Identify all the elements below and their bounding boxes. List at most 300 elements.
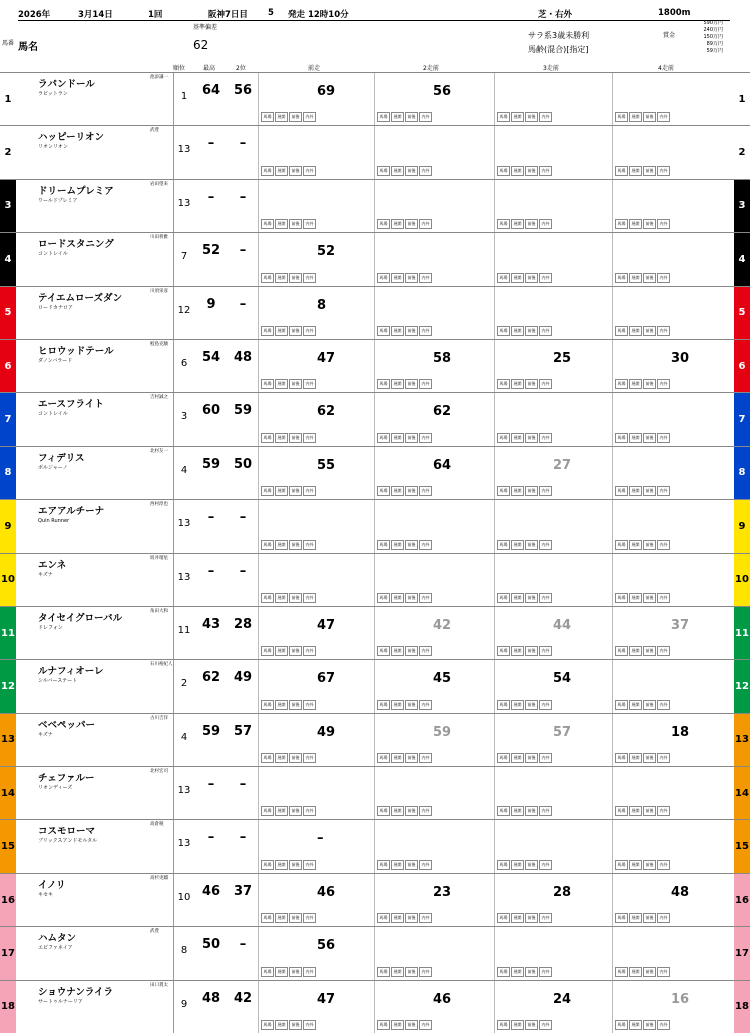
post-number-left: 2 (0, 126, 16, 178)
jockey-name: 高倉稜 (150, 822, 164, 828)
past-race-1[interactable] (258, 767, 377, 819)
box-label: 馬場 (497, 166, 510, 176)
horse-row[interactable] (0, 926, 750, 979)
past-race-1[interactable] (258, 874, 377, 926)
box-label: 内外 (303, 700, 316, 710)
box-label: 前後 (643, 913, 656, 923)
box-label: 馬場 (261, 860, 274, 870)
condition-boxes (377, 967, 433, 977)
box-label: 馬場 (377, 379, 390, 389)
box-label: 内外 (419, 486, 432, 496)
best-index: – (207, 777, 215, 793)
past-race-4[interactable] (612, 340, 731, 392)
past-race-3[interactable] (494, 874, 613, 926)
past-race-1[interactable] (258, 981, 377, 1033)
horse-row[interactable] (0, 553, 750, 606)
past-race-2[interactable] (374, 393, 493, 445)
box-label: 展開 (391, 593, 404, 603)
distance: 1800m (658, 8, 691, 18)
box-label: 展開 (275, 112, 288, 122)
box-label: 内外 (419, 646, 432, 656)
horse-name[interactable]: エースフライト (38, 399, 104, 411)
horse-name[interactable]: ルナフィオーレ (38, 666, 104, 678)
box-label: 展開 (391, 166, 404, 176)
past-race-1[interactable] (258, 393, 377, 445)
past-race-4[interactable] (612, 607, 731, 659)
box-label: 馬場 (261, 540, 274, 550)
box-label: 馬場 (377, 967, 390, 977)
box-label: 馬場 (261, 433, 274, 443)
horse-name[interactable]: コスモローマ (38, 826, 96, 838)
box-label: 前後 (643, 326, 656, 336)
past-race-3[interactable] (494, 981, 613, 1033)
box-label: 展開 (511, 326, 524, 336)
horse-name[interactable]: ベベペッパー (38, 719, 96, 731)
past-race-3[interactable] (494, 340, 613, 392)
past-race-1[interactable] (258, 340, 377, 392)
post-number-left: 17 (0, 927, 16, 979)
box-label: 馬場 (497, 967, 510, 977)
past-race-4[interactable] (612, 233, 731, 285)
past-race-1[interactable] (258, 927, 377, 979)
past-race-1[interactable] (258, 714, 377, 766)
box-label: 内外 (539, 540, 552, 550)
box-label: 内外 (539, 860, 552, 870)
box-label: 前後 (289, 326, 302, 336)
past-race-2[interactable] (374, 180, 493, 232)
box-label: 展開 (511, 593, 524, 603)
best-index: – (207, 830, 215, 846)
condition-boxes (261, 913, 317, 923)
horse-rows (0, 72, 750, 1033)
condition-boxes (615, 1020, 671, 1030)
box-label: 展開 (629, 540, 642, 550)
second-index: 42 (233, 990, 253, 1006)
box-label: 馬場 (497, 433, 510, 443)
condition-boxes (615, 433, 671, 443)
condition-boxes (497, 540, 553, 550)
post-number-right: 5 (734, 287, 750, 339)
horse-name[interactable]: ショウナンライラ (38, 986, 114, 998)
past-race-1[interactable] (258, 500, 377, 552)
box-label: 前後 (525, 112, 538, 122)
horse-row[interactable] (0, 873, 750, 926)
past-race-2[interactable] (374, 820, 493, 872)
race-index: 58 (433, 350, 452, 366)
box-label: 馬場 (261, 646, 274, 656)
jockey-name: 川須栄彦 (150, 288, 168, 294)
past-race-4[interactable] (612, 287, 731, 339)
past-race-2[interactable] (374, 340, 493, 392)
box-label: 内外 (303, 326, 316, 336)
box-label: 展開 (629, 913, 642, 923)
past-race-3[interactable] (494, 233, 613, 285)
box-label: 展開 (275, 1020, 288, 1030)
box-label: 内外 (419, 433, 432, 443)
second-index: – (239, 777, 247, 793)
post-number-left: 7 (0, 393, 16, 445)
col-4prev: 4走前 (658, 65, 674, 72)
horse-name[interactable]: タイセイグローバル (38, 612, 123, 624)
horse-row[interactable] (0, 766, 750, 819)
rank: 7 (180, 251, 188, 263)
past-race-2[interactable] (374, 233, 493, 285)
box-label: 馬場 (261, 326, 274, 336)
box-label: 展開 (511, 166, 524, 176)
race-index: 56 (433, 84, 452, 99)
box-label: 内外 (657, 967, 670, 977)
rank: 3 (180, 411, 188, 423)
past-race-2[interactable] (374, 767, 493, 819)
horse-row[interactable] (0, 179, 750, 232)
venue: 阪神7日目 (208, 10, 248, 20)
box-label: 内外 (657, 112, 670, 122)
past-race-2[interactable] (374, 607, 493, 659)
box-label: 前後 (643, 540, 656, 550)
past-race-1[interactable] (258, 180, 377, 232)
condition-boxes (377, 860, 433, 870)
race-index: 62 (317, 404, 336, 420)
past-race-3[interactable] (494, 287, 613, 339)
horse-row[interactable] (0, 713, 750, 766)
box-label: 内外 (303, 967, 316, 977)
box-label: 前後 (643, 166, 656, 176)
box-label: 馬場 (261, 112, 274, 122)
condition-boxes (615, 593, 671, 603)
box-label: 展開 (275, 753, 288, 763)
rank: 11 (177, 624, 191, 636)
col-3prev: 3走前 (543, 65, 559, 72)
box-label: 馬場 (615, 700, 628, 710)
box-label: 内外 (303, 273, 316, 283)
box-label: 前後 (525, 326, 538, 336)
box-label: 前後 (405, 593, 418, 603)
horse-row[interactable] (0, 72, 750, 125)
past-race-2[interactable] (374, 287, 493, 339)
condition-boxes (261, 166, 317, 176)
past-race-4[interactable] (612, 126, 731, 178)
sire-name: リオンリオン (38, 144, 68, 151)
sire-name: ブリックスアンドモルタル (38, 838, 98, 845)
horse-name[interactable]: エアアルチーナ (38, 506, 105, 518)
condition-boxes (261, 806, 317, 816)
past-race-3[interactable] (494, 660, 613, 712)
past-race-3[interactable] (494, 714, 613, 766)
past-race-3[interactable] (494, 927, 613, 979)
box-label: 内外 (539, 593, 552, 603)
past-race-4[interactable] (612, 820, 731, 872)
best-index: – (207, 563, 215, 579)
box-label: 馬場 (261, 593, 274, 603)
box-label: 馬場 (615, 433, 628, 443)
box-label: 内外 (419, 593, 432, 603)
rank: 13 (177, 518, 191, 530)
post-number-right: 18 (734, 981, 750, 1033)
box-label: 馬場 (377, 166, 390, 176)
rank: 6 (180, 357, 188, 369)
past-race-3[interactable] (494, 126, 613, 178)
post-number-left: 4 (0, 233, 16, 285)
best-index: 9 (206, 296, 216, 312)
condition-boxes (261, 1020, 317, 1030)
post-number-right: 4 (734, 233, 750, 285)
second-index: 59 (233, 403, 253, 419)
horse-row[interactable] (0, 232, 750, 285)
jockey-name: 高杉吏麒 (150, 875, 168, 881)
box-label: 馬場 (261, 913, 274, 923)
box-label: 展開 (391, 753, 404, 763)
past-race-1[interactable] (258, 660, 377, 712)
box-label: 前後 (525, 1020, 538, 1030)
horse-row[interactable] (0, 980, 750, 1033)
rank: 9 (180, 998, 188, 1010)
box-label: 展開 (629, 753, 642, 763)
condition-boxes (497, 753, 553, 763)
condition-boxes (497, 273, 553, 283)
box-label: 前後 (289, 1020, 302, 1030)
past-race-2[interactable] (374, 660, 493, 712)
past-race-2[interactable] (374, 874, 493, 926)
std-label: 基準偏差 (193, 24, 218, 31)
past-race-2[interactable] (374, 927, 493, 979)
box-label: 内外 (303, 646, 316, 656)
box-label: 展開 (275, 379, 288, 389)
race-index: 8 (317, 297, 327, 313)
past-race-3[interactable] (494, 500, 613, 552)
best-index: 43 (201, 616, 221, 632)
box-label: 展開 (391, 112, 404, 122)
horse-row[interactable] (0, 606, 750, 659)
condition-boxes (497, 700, 553, 710)
box-label: 前後 (525, 379, 538, 389)
box-label: 展開 (391, 806, 404, 816)
past-race-4[interactable] (612, 874, 731, 926)
rank: 8 (180, 945, 188, 957)
condition-boxes (261, 646, 317, 656)
post-number-right: 8 (734, 447, 750, 499)
sire-name: ワールドプレミア (38, 197, 78, 204)
box-label: 馬場 (497, 753, 510, 763)
box-label: 前後 (525, 967, 538, 977)
horse-name[interactable]: ヒロウッドテール (38, 345, 114, 357)
box-label: 内外 (657, 219, 670, 229)
box-label: 展開 (275, 166, 288, 176)
condition-boxes (497, 806, 553, 816)
horse-row[interactable] (0, 339, 750, 392)
past-race-4[interactable] (612, 73, 731, 125)
jockey-name: 坂井瑠星 (150, 555, 168, 561)
box-label: 内外 (419, 219, 432, 229)
past-race-4[interactable] (612, 767, 731, 819)
box-label: 前後 (525, 860, 538, 870)
past-race-4[interactable] (612, 393, 731, 445)
past-race-3[interactable] (494, 767, 613, 819)
race-index: 49 (317, 724, 336, 740)
prize-2: 240万円 (703, 27, 723, 33)
post-number-left: 5 (0, 287, 16, 339)
horse-name[interactable]: ハムタン (38, 933, 77, 945)
box-label: 内外 (303, 112, 316, 122)
post-number-left: 15 (0, 820, 16, 872)
box-label: 前後 (525, 593, 538, 603)
past-race-4[interactable] (612, 554, 731, 606)
horse-row[interactable] (0, 125, 750, 178)
past-race-3[interactable] (494, 554, 613, 606)
horse-row[interactable] (0, 499, 750, 552)
race-number: 5 (268, 8, 274, 18)
past-race-2[interactable] (374, 447, 493, 499)
box-label: 馬場 (377, 112, 390, 122)
condition-boxes (497, 913, 553, 923)
past-race-1[interactable] (258, 126, 377, 178)
past-race-3[interactable] (494, 73, 613, 125)
condition-boxes (615, 967, 671, 977)
box-label: 馬場 (615, 593, 628, 603)
box-label: 馬場 (497, 646, 510, 656)
condition-boxes (377, 273, 433, 283)
rank: 13 (177, 144, 191, 156)
past-race-1[interactable] (258, 447, 377, 499)
box-label: 前後 (405, 860, 418, 870)
box-label: 前後 (405, 219, 418, 229)
box-label: 馬場 (615, 1020, 628, 1030)
past-race-3[interactable] (494, 180, 613, 232)
race-index: 45 (433, 671, 452, 687)
box-label: 内外 (657, 326, 670, 336)
past-race-4[interactable] (612, 981, 731, 1033)
second-index: – (239, 937, 247, 953)
past-race-4[interactable] (612, 927, 731, 979)
box-label: 馬場 (261, 753, 274, 763)
box-label: 馬場 (377, 219, 390, 229)
condition-boxes (615, 112, 671, 122)
box-label: 前後 (289, 753, 302, 763)
past-race-1[interactable] (258, 554, 377, 606)
prize-list (683, 20, 723, 55)
jockey-name: 吉村誠之 (150, 395, 168, 401)
box-label: 馬場 (497, 1020, 510, 1030)
horse-name[interactable]: テイエムローズダン (38, 292, 123, 304)
box-label: 馬場 (261, 273, 274, 283)
horse-row[interactable] (0, 446, 750, 499)
box-label: 馬場 (261, 967, 274, 977)
box-label: 前後 (289, 967, 302, 977)
box-label: 馬場 (497, 806, 510, 816)
jockey-name: 田口貫太 (150, 982, 168, 988)
box-label: 馬場 (497, 540, 510, 550)
condition-boxes (377, 433, 433, 443)
past-race-4[interactable] (612, 660, 731, 712)
past-race-1[interactable] (258, 820, 377, 872)
horse-name[interactable]: ラパンドール (38, 79, 95, 90)
past-race-2[interactable] (374, 981, 493, 1033)
horse-row[interactable] (0, 286, 750, 339)
horse-name[interactable]: エンネ (38, 559, 67, 571)
horse-name[interactable]: ロードスタニング (38, 239, 114, 251)
past-race-1[interactable] (258, 287, 377, 339)
horse-name[interactable]: ドリームプレミア (38, 185, 114, 197)
past-race-4[interactable] (612, 714, 731, 766)
race-index: 47 (317, 350, 336, 366)
horse-row[interactable] (0, 392, 750, 445)
post-number-left: 6 (0, 340, 16, 392)
best-index: 50 (201, 937, 221, 953)
past-race-2[interactable] (374, 500, 493, 552)
box-label: 前後 (405, 326, 418, 336)
past-race-4[interactable] (612, 500, 731, 552)
past-race-3[interactable] (494, 393, 613, 445)
box-label: 内外 (303, 379, 316, 389)
past-race-4[interactable] (612, 180, 731, 232)
horse-name[interactable]: フィデリス (38, 452, 85, 464)
box-label: 展開 (511, 1020, 524, 1030)
past-race-2[interactable] (374, 126, 493, 178)
box-label: 前後 (643, 219, 656, 229)
box-label: 馬場 (615, 913, 628, 923)
box-label: 前後 (643, 806, 656, 816)
condition-boxes (497, 326, 553, 336)
condition-boxes (377, 326, 433, 336)
box-label: 馬場 (615, 166, 628, 176)
race-index: 67 (317, 671, 336, 687)
box-label: 展開 (629, 860, 642, 870)
race-index: 46 (433, 991, 452, 1007)
box-label: 展開 (511, 913, 524, 923)
condition-boxes (261, 753, 317, 763)
second-index: 28 (233, 616, 253, 632)
post-number-right: 6 (734, 340, 750, 392)
horse-name[interactable]: チェファルー (38, 773, 95, 785)
condition-boxes (615, 540, 671, 550)
box-label: 内外 (419, 700, 432, 710)
past-race-1[interactable] (258, 233, 377, 285)
race-class: サラ系3歳未勝利 (528, 31, 590, 40)
horse-name[interactable]: ハッピーリオン (38, 132, 105, 144)
horse-row[interactable] (0, 819, 750, 872)
past-race-2[interactable] (374, 554, 493, 606)
condition-boxes (497, 112, 553, 122)
box-label: 前後 (405, 273, 418, 283)
box-label: 内外 (539, 326, 552, 336)
box-label: 前後 (289, 913, 302, 923)
box-label: 展開 (511, 753, 524, 763)
box-label: 馬場 (497, 593, 510, 603)
post-number-right: 12 (734, 660, 750, 712)
horse-name[interactable]: イノリ (38, 879, 66, 891)
best-index: – (207, 136, 215, 152)
past-race-1[interactable] (258, 607, 377, 659)
past-race-2[interactable] (374, 714, 493, 766)
box-label: 展開 (391, 326, 404, 336)
past-race-1[interactable] (258, 73, 377, 125)
col-2prev: 2走前 (423, 65, 439, 72)
horse-row[interactable] (0, 659, 750, 712)
kai: 1回 (148, 10, 163, 20)
best-index: 54 (201, 349, 221, 365)
prize-1: 590万円 (703, 20, 723, 26)
box-label: 展開 (511, 700, 524, 710)
past-race-3[interactable] (494, 607, 613, 659)
box-label: 展開 (391, 219, 404, 229)
past-race-4[interactable] (612, 447, 731, 499)
past-race-3[interactable] (494, 447, 613, 499)
second-index: – (239, 296, 247, 312)
box-label: 展開 (391, 967, 404, 977)
past-race-2[interactable] (374, 73, 493, 125)
past-race-3[interactable] (494, 820, 613, 872)
box-label: 内外 (539, 1020, 552, 1030)
box-label: 馬場 (497, 219, 510, 229)
